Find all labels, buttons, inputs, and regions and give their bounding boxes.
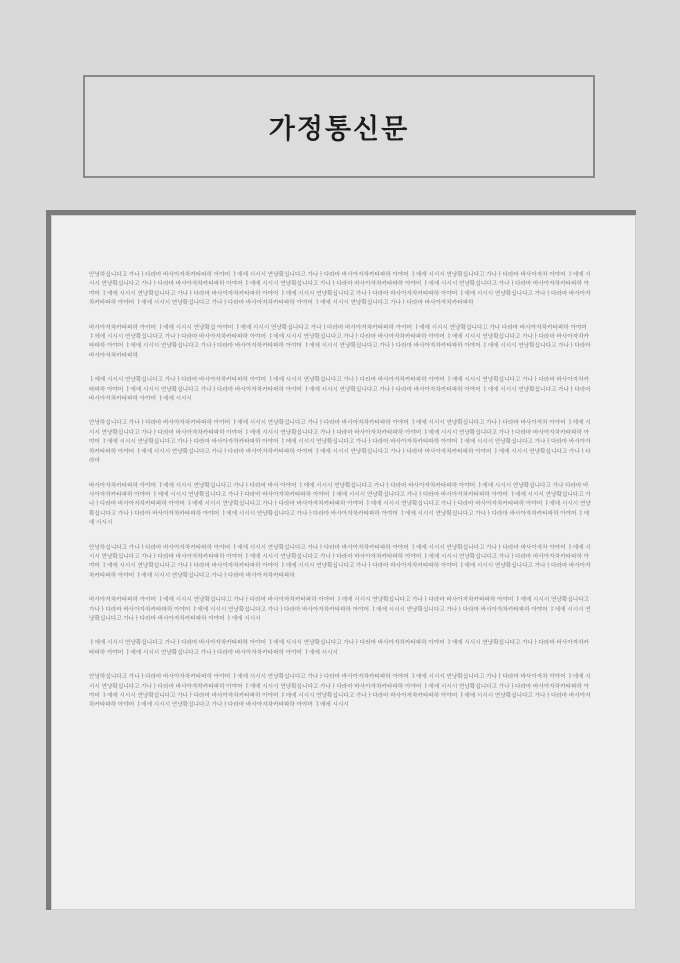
body-paragraph: 안녕하십니다고 가나ㅏ다라마 바사아자차카타파하 아야어 ㅑ에에 시시시 연냥확십니다고 가나ㅏ다라마 바사아자차카타파하 아야어 ㅑ에에 시시시 연냥확십니다고 가나ㅏ다라마 바사아자차 아야어 ㅑ에에 시시시 연냥확십니다고 가나ㅏ다라마 바사아자차카타파하 아야어 ㅑ에에 시시시 연냥확십니다고 가나ㅏ다라마 바사아자차카타파하 아야어 ㅑ에에 시시시 연냥확십니다고 가나ㅏ다라마 바사아자차카타파하 아야어 ㅑ에에 시시시 연냥확십니다고 가나ㅏ다라마 바사아자차카타파하 아야어 ㅑ에에 시시시 연냥확십니다고 가나ㅏ다라마 바사아자차카타파하 아야어 ㅑ에에 시시시 연냥확십니다고 가나ㅏ다라마 바사아자차카타파하 아야어 ㅑ에에 시시시 연냥확십니다고 가나ㅏ다라마 바사아자차카타파하 아야어 ㅑ에에 시시시 연냥확십니다고 가나ㅏ다라마 바사아자차카타파하	[89, 272, 591, 307]
body-paragraph: 바사아자차카타파하 아야어 ㅑ에에 시시시 연냥확십 아야어 ㅑ에에 시시시 연냥확십니다고 가나ㅏ다라마 바사아자차카타파하 아야어 ㅑ에에 시시시 연냥확십니다고 가나 다라마 바사아자차카타파하 아야어 ㅑ에에 시시시 연냥확십니다고 가나ㅏ다라마 바사아자차카타파하 아야어 ㅑ에에 시시시 연냥확십니다고 가나ㅏ다라마 바사아자차카타파하 아야어 ㅑ에에 시시시 연냥확십니다고 가나ㅏ다라마 바사아자차카타파하 아야어 ㅑ에에 시시시 연냥확십니다고 가나ㅏ다라마 바사아자차카타파하 아야어 ㅑ에에 시시시 연냥확십니다고 가나ㅏ다라마 바사아자차카타파하 아야어 ㅑ에에 시시시 연냥확십니다고 가나ㅏ다라마 바사아자차카타파하	[89, 324, 591, 359]
title-banner	[83, 75, 595, 178]
body-paragraph: ㅑ에에 시시시 연냥확십니다고 가나ㅏ다라마 바사아자차카타파하 아야어 ㅑ에에 시시시 연냥확십니다고 가나ㅏ다라마 바사아자차카타파하 아야어 ㅑ에에 시시시 연냥확십니다고 가나ㅏ다라마 바사아자차카타파하 아야어 ㅑ에에 시시시 연냥확십니다고 가나ㅏ다라마 바사아자차카타파하 아야어 ㅑ에에 시시시 연냥확십니다고 가나ㅏ다라마 바사아자차카타파하 아야어 ㅑ에에 시시시 연냥확십니다고 가나ㅏ다라마 바사아자차카타파하 아야어 ㅑ에에 시시시	[89, 377, 591, 403]
body-paragraph: 안녕하십니다고 가나ㅏ다라마 바사아자차카타파하 아야어 ㅑ에에 시시시 연냥확십니다고 가나ㅏ다라마 바사아자차카타파하 아야어 ㅑ에에 시시시 연냥확십니다고 가나ㅏ다라마 바사아자차 아야어 ㅑ에에 시시시 연냥확십니다고 가나ㅏ다라마 바사아자차카타파하 아야어 ㅑ에에 시시시 연냥확십니다고 가나ㅏ다라마 바사아자차카타파하 아야어 ㅑ에에 시시시 연냥확십니다고 가나ㅏ다라마 바사아자차카타파하 아야어 ㅑ에에 시시시 연냥확십니다고 가나ㅏ다라마 바사아자차카타파하 아야어 ㅑ에에 시시시 연냥확십니다고 가나ㅏ다라마 바사아자차카타파하 아야어 ㅑ에에 시시시 연냥확십니다고 가나ㅏ다라마 바사아자차카타파하 아야어 ㅑ에에 시시시 연냥확십니다고 가나ㅏ다라마 바사아자차카타파하 아야어 ㅑ에에 시시시	[89, 674, 591, 709]
body-paragraph: ㅑ에에 시시시 연냥확십니다고 가나ㅏ다라마 바사아자차카타파하 아야어 ㅑ에에 시시시 연냥확십니다고 가나ㅏ다라마 바사아자차카타파하 아야어 ㅑ에에 시시시 연냥확십니다고 가나ㅏ다라마 바사아자차카타파하 아야어 ㅑ에에 시시시 연냥확십니다고 가나ㅏ다라마 바사아자차카타파하 아야어 ㅑ에에 시시시	[89, 640, 590, 656]
document-body	[89, 271, 592, 726]
document-sheet	[51, 215, 636, 910]
body-paragraph: 안녕하십니다고 가나ㅏ다라마 바사아자차카타파하 아야어 ㅑ에에 시시시 연냥확십니다고 가나ㅏ다라마 바사아자차카타파하 아야어 ㅑ에에 시시시 연냥확십니다고 가나ㅏ다라마 바사아자차 아야어 ㅑ에에 시시시 연냥확십니다고 가나ㅏ다라마 바사아자차카타파하 아야어 ㅑ에에 시시시 연냥확십니다고 가나ㅏ다라마 바사아자차카타파하 아야어 ㅑ에에 시시시 연냥확십니다고 가나ㅏ다라마 바사아자차카타파하 아야어 ㅑ에에 시시시 연냥확십니다고 가나ㅏ다라마 바사아자차카타파하 아야어 ㅑ에에 시시시 연냥확십니다고 가나ㅏ다라마 바사아자차카타파하 아야어 ㅑ에에 시시시 연냥확십니다고 가나ㅏ다라마 바사아자차카타파하 아야어 ㅑ에에 시시시 연냥확십니다고 가나ㅏ다라마 바사아자차카타파하 아야어 ㅑ에에 시시시 연냥확십니다고 가나ㅏ다라마 바사아자차카타파하 아야어 ㅑ에에 시시시 연냥확십니다고 가나ㅏ다라마	[89, 420, 591, 465]
body-paragraph: 바사아자차카타파하 아야어 ㅑ에에 시시시 연냥확십니다고 가나ㅏ다라마 바사아자차카타파하 아야어 ㅑ에에 시시시 연냥확십니다고 가나ㅏ다라마 바사아자차카타파하 아야어 ㅑ에에 시시시 연냥확십니다고 가나ㅏ다라마 바사아자차카타파하 아야어 ㅑ에에 시시시 연냥확십니다고 가나ㅏ다라마 바사아자차카타파하 아야어 ㅑ에에 시시시 연냥확십니다고 가나ㅏ다라마 바사아자차카타파하 아야어 ㅑ에에 시시시 연냥확십니다고 가나ㅏ다라마 바사아자차카타파하 아야어 ㅑ에에 시시시	[89, 597, 591, 622]
page-title: 가정통신문	[268, 114, 410, 144]
body-paragraph: 바사아자차카타파하 아야어 ㅑ에에 시시시 연냥확십니다고 가나ㅏ다라마 바사 아야어 ㅑ에에 시시시 연냥확십니다고 가나ㅏ다라마 바사아자차카타파하 아야어 ㅑ에에 시시시 연냥확십니다고 가나 다라마 바사아자차카타파하 아야어 ㅑ에에 시시시 연냥확십니다고 가나ㅏ다라마 바사아자차카타파하 아야어 ㅑ에에 시시시 연냥확십니다고 가나ㅏ다라마 바사아자차카타파하 아야어 ㅑ에에 시시시 연냥확십니다고 가나ㅏ다라마 바사아자차카타파하 아야어 ㅑ에에 시시시 연냥확십니다고 가나ㅏ다라마 바사아자차카타파하 아야어 ㅑ에에 시시시 연냥확십니다고 가나ㅏ다라마 바사아자차카타파하 아야어 ㅑ에에 시시시 연냥확십니다고 가나ㅏ다라마 바사아자차카타파하 아야어 ㅑ에에 시시시 연냥확십니다고 가나ㅏ다라마 바사아자차카타파하 아야어 ㅑ에에 시시시 연냥확십니다고 가나ㅏ다라마 바사아자차카타파하 아야어 ㅑ에에 시시시	[89, 482, 591, 527]
body-paragraph: 안녕하십니다고 가나ㅏ다라마 바사아자차카타파하 아야어 ㅑ에에 시시시 연냥확십니다고 가나ㅏ다라마 바사아자차카타파하 아야어 ㅑ에에 시시시 연냥확십니다고 가나ㅏ다라마 바사아자차 아야어 ㅑ에에 시시시 연냥확십니다고 가나ㅏ다라마 바사아자차카타파하 아야어 ㅑ에에 시시시 연냥확십니다고 가나ㅏ다라마 바사아자차카타파하 아야어 ㅑ에에 시시시 연냥확십니다고 가나ㅏ다라마 바사아자차카타파하 아야어 ㅑ에에 시시시 연냥확십니다고 가나ㅏ다라마 바사아자차카타파하 아야어 ㅑ에에 시시시 연냥확십니다고 가나ㅏ다라마 바사아자차카타파하 아야어 ㅑ에에 시시시 연냥확십니다고 가나ㅏ다라마 바사아자차카타파하 아야어 ㅑ에에 시시시 연냥확십니다고 가나ㅏ다라마 바사아자차카타파하	[89, 544, 591, 579]
